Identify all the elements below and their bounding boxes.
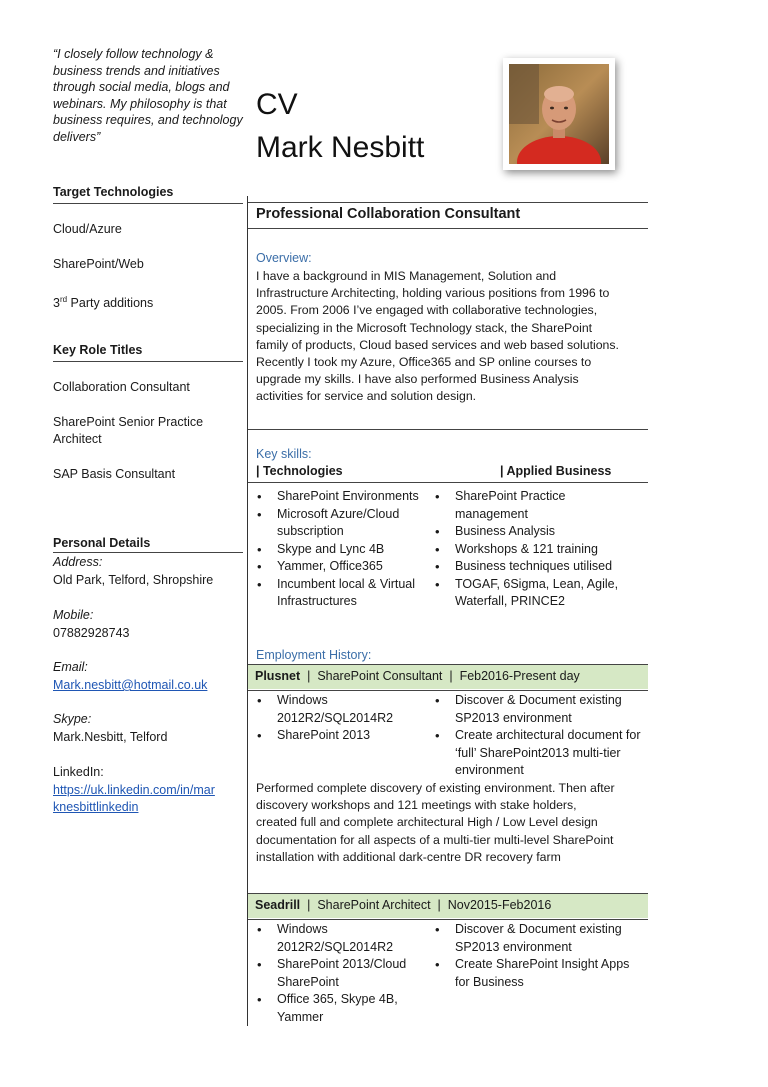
overview-label: Overview: [256, 251, 312, 265]
list-item: • Business techniques utilised [432, 558, 637, 576]
list-item: • Office 365, Skype 4B, Yammer [254, 991, 424, 1026]
target-technologies-heading: Target Technologies [53, 185, 174, 199]
job-period: Feb2016-Present day [459, 669, 580, 683]
list-item: • SharePoint 2013/Cloud SharePoint [254, 956, 424, 991]
list-item: • Create architectural document for ‘full’ SharePoint2013 multi-tier environment [432, 727, 642, 780]
role-item: SharePoint Senior Practice Architect [53, 415, 204, 446]
role-title: Professional Collaboration Consultant [256, 206, 521, 222]
list-item: • Microsoft Azure/Cloud subscription [254, 506, 424, 541]
target-item-number: 3 [53, 296, 60, 311]
separator: | [449, 669, 453, 683]
job-tech-list [254, 921, 424, 1026]
overview-line: specializing in the Microsoft Technology stack, the SharePoint [256, 320, 593, 335]
list-item: • Incumbent local & Virtual Infrastructures [254, 576, 424, 611]
job-description-line: discovery workshops and 121 meetings with stake holders, [256, 798, 577, 813]
divider [248, 482, 648, 483]
divider [53, 552, 243, 553]
applied-business-heading: | Applied Business [500, 464, 612, 478]
divider [248, 429, 648, 430]
job-header-plusnet [248, 664, 648, 689]
divider [53, 361, 243, 362]
linkedin-row [53, 782, 243, 816]
overview-line: Recently I took my Azure, Office365 and SP online courses to [256, 355, 592, 370]
employment-history-label: Employment History: [256, 648, 372, 662]
list-item: • Discover & Document existing SP2013 environment [432, 921, 642, 956]
job-role: SharePoint Consultant [317, 669, 443, 683]
technology-skills-list [254, 488, 424, 611]
email-link[interactable]: Mark.nesbitt@hotmail.co.uk [53, 678, 208, 692]
overview-line: Infrastructure Architecting, holding various positions from 1996 to [256, 286, 610, 301]
job-description-line: Performed complete discovery of existing environment. Then after [256, 781, 615, 795]
linkedin-link[interactable] [53, 783, 215, 814]
target-item: SharePoint/Web [53, 257, 144, 271]
list-item: • SharePoint Practice management [432, 488, 637, 523]
job-description-line: documentation for all aspects of a multi-tier multi-level SharePoint [256, 832, 614, 847]
list-item: • Create SharePoint Insight Apps for Business [432, 956, 642, 991]
job-tasks-list [432, 692, 642, 780]
address-value: Old Park, Telford, Shropshire [53, 573, 214, 587]
overview-text [256, 268, 648, 406]
business-skills-list [432, 488, 637, 611]
mobile-label: Mobile: [53, 608, 94, 622]
list-item: • Workshops & 121 training [432, 541, 637, 559]
overview-line: activities for service and solution design. [256, 389, 477, 404]
linkedin-url-part: knesbittlinkedin [53, 800, 139, 814]
skype-value: Mark.Nesbitt, Telford [53, 730, 168, 744]
target-item [53, 291, 243, 312]
linkedin-label: LinkedIn: [53, 765, 104, 779]
personal-details-heading: Personal Details [53, 536, 151, 550]
overview-line: upgrade my skills. I have also performed Business Analysis [256, 372, 579, 387]
separator: | [437, 898, 441, 912]
divider [248, 919, 648, 920]
list-item: • Windows 2012R2/SQL2014R2 [254, 692, 424, 727]
address-label: Address: [53, 555, 103, 569]
list-item: • Windows 2012R2/SQL2014R2 [254, 921, 424, 956]
list-item: • Discover & Document existing SP2013 environment [432, 692, 642, 727]
separator: | [307, 898, 311, 912]
key-role-titles-heading: Key Role Titles [53, 343, 143, 357]
overview-line: family of products, Cloud based services and web based solutions. [256, 337, 619, 352]
list-item: • TOGAF, 6Sigma, Lean, Agile, Waterfall, PRINCE2 [432, 576, 637, 611]
intro-quote: “I closely follow technology & business trends and initiatives through social media, blogs and webinars. My philosophy is that business requires, and technology delivers” [53, 47, 243, 144]
target-item: Cloud/Azure [53, 222, 122, 236]
linkedin-url-part: https://uk.linkedin.com/in/mar [53, 783, 215, 797]
job-role: SharePoint Architect [317, 898, 431, 912]
job-header-text [255, 898, 551, 912]
mobile-value: 07882928743 [53, 626, 130, 640]
target-item-text: Party additions [67, 296, 154, 311]
role-item: SAP Basis Consultant [53, 467, 176, 481]
list-item: • Business Analysis [432, 523, 637, 541]
portrait-image [509, 64, 609, 164]
candidate-name: Mark Nesbitt [256, 131, 425, 164]
divider [53, 203, 243, 204]
overview-line: I have a background in MIS Management, Solution and [256, 269, 557, 283]
list-item: • Skype and Lync 4B [254, 541, 424, 559]
list-item: • SharePoint Environments [254, 488, 424, 506]
job-tasks-list [432, 921, 642, 991]
list-item: • SharePoint 2013 [254, 727, 424, 745]
role-item: Collaboration Consultant [53, 380, 190, 394]
job-description [256, 780, 648, 866]
divider [248, 228, 648, 229]
technologies-heading: | Technologies [256, 464, 343, 478]
email-row [53, 677, 243, 694]
separator: | [307, 669, 311, 683]
company-name: Seadrill [255, 898, 301, 912]
target-item-suffix: rd [59, 295, 68, 304]
job-header-text [255, 669, 580, 683]
list-item: • Yammer, Office365 [254, 558, 424, 576]
job-description-line: installation with additional dark-centre DR recovery farm [256, 849, 561, 864]
job-period: Nov2015-Feb2016 [447, 898, 552, 912]
cv-heading: CV [256, 88, 298, 121]
profile-photo [503, 58, 615, 170]
divider [248, 690, 648, 691]
job-header-seadrill [248, 893, 648, 918]
divider [248, 202, 648, 203]
job-tech-list [254, 692, 424, 745]
company-name: Plusnet [255, 669, 301, 683]
skype-label: Skype: [53, 712, 92, 726]
overview-line: 2005. From 2006 I’ve engaged with collaborative technologies, [256, 303, 598, 318]
job-description-line: created full and complete architectural High / Low Level design [256, 815, 598, 830]
email-label: Email: [53, 660, 88, 674]
key-skills-label: Key skills: [256, 447, 312, 461]
